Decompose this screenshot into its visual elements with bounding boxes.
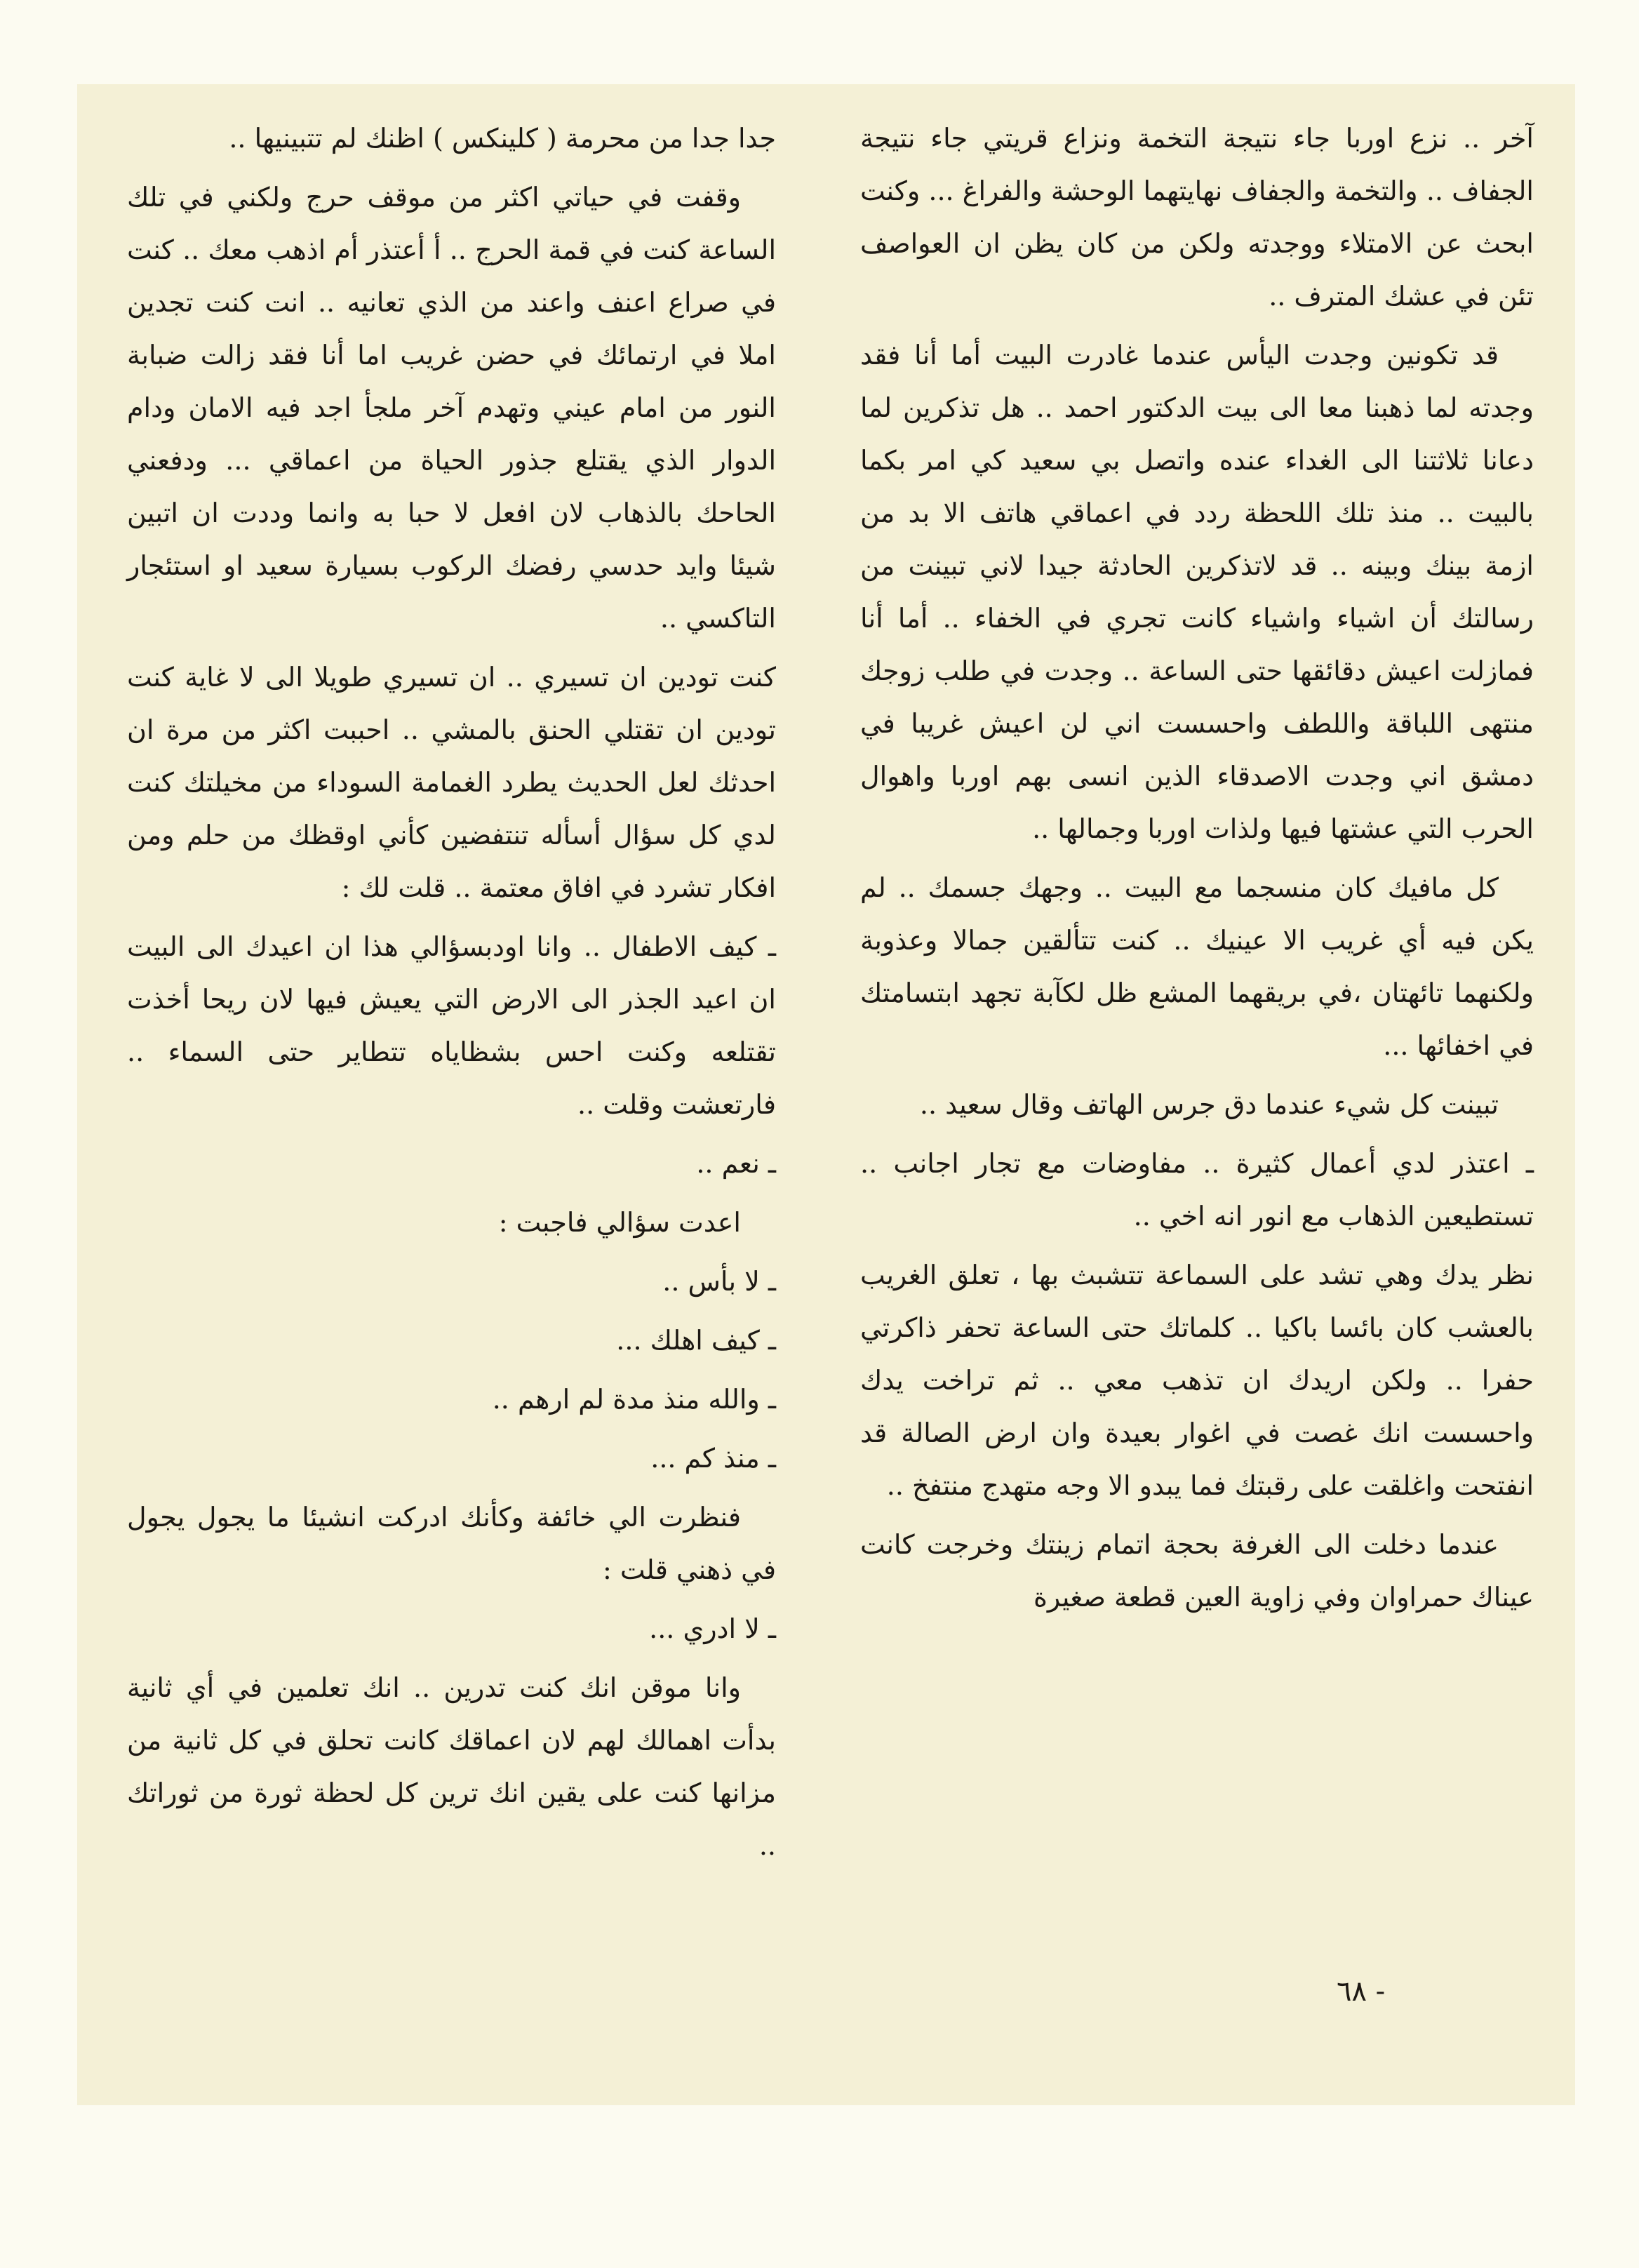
dialogue-line: ـ نعم .. (696, 1148, 776, 1179)
dialogue-line: ـ اعتذر لدي أعمال كثيرة .. مفاوضات مع تجار اجانب .. تستطيعين الذهاب مع انور انه اخي .. (860, 1148, 1534, 1232)
paragraph: فنظرت الي خائفة وكأنك ادركت انشيئا ما يجول يجول في ذهني قلت : (127, 1502, 776, 1585)
paragraph: كل مافيك كان منسجما مع البيت .. وجهك جسمك .. لم يكن فيه أي غريب الا عينيك .. كنت تتألقين جمالا وعذوبة ولكنهما تائهتان ،في بريقهما المشع ظل لكآبة تجهد ابتسامتك في اخفائها ... (860, 872, 1534, 1061)
dialogue-line: ـ كيف اهلك ... (616, 1325, 776, 1356)
paragraph: وقفت في حياتي اكثر من موقف حرج ولكني في تلك الساعة كنت في قمة الحرج .. أ أعتذر أم اذهب معك .. كنت في صراع اعنف واعند من الذي تعانيه .. انت كنت تجدين املا في ارتمائك في حضن غريب اما أنا فقد زالت ضبابة النور من امام عيني وتهدم آخر ملجأ اجد فيه الامان ودام الدوار الذي يقتلع جذور الحياة من اعماقي ... ودفعني الحاحك بالذهاب لان افعل لا حبا به وانما وددت ان اتبين شيئا وايد حدسي رفضك الركوب بسيارة سعيد او استئجار التاكسي .. (127, 182, 776, 634)
paragraph: جدا جدا من محرمة ( كلينكس ) اظنك لم تتبينيها .. (229, 123, 776, 154)
left-column (127, 112, 776, 1879)
dialogue-line: ـ والله منذ مدة لم ارهم .. (492, 1384, 776, 1415)
dialogue-line: ـ لا ادري ... (649, 1613, 776, 1644)
paragraph: وانا موقن انك كنت تدرين .. انك تعلمين في أي ثانية بدأت اهمالك لهم لان اعماقك كانت تحلق في كل ثانية من مزانها كنت على يقين انك ترين كل لحظة ثورة من ثوراتك .. (127, 1672, 776, 1861)
paragraph: تبينت كل شيء عندما دق جرس الهاتف وقال سعيد .. (919, 1089, 1499, 1120)
dialogue-line: ـ كيف الاطفال .. وانا اودبسؤالي هذا ان اعيدك الى البيت ان اعيد الجذر الى الارض التي يعيش فيها لان ريحا أخذت تقتلعه وكنت احس بشظاياه تتطاير حتى السماء .. فارتعشت وقلت .. (127, 931, 776, 1120)
paragraph: عندما دخلت الى الغرفة بحجة اتمام زينتك وخرجت كانت عيناك حمراوان وفي زاوية العين قطعة صغيرة (860, 1529, 1534, 1613)
paragraph: قد تكونين وجدت اليأس عندما غادرت البيت أما أنا فقد وجدته لما ذهبنا معا الى بيت الدكتور احمد .. هل تذكرين لما دعانا ثلاثتنا الى الغداء عنده واتصل بي سعيد كي امر بكما بالبيت .. منذ تلك اللحظة ردد في اعماقي هاتف الا بد من ازمة بينك وبينه .. قد لاتذكرين الحادثة جيدا لاني تبينت من رسالتك أن اشياء واشياء كانت تجري في الخفاء .. أما أنا فمازلت اعيش دقائقها حتى الساعة .. وجدت في طلب زوجك منتهى اللباقة واللطف واحسست اني لن اعيش غريبا في دمشق اني وجدت الاصدقاء الذين انسى بهم اوربا واهوال الحرب التي عشتها فيها ولذات اوربا وجمالها .. (860, 340, 1534, 844)
page-number: - ٦٨ (1337, 1975, 1386, 2008)
dialogue-line: ـ لا بأس .. (662, 1266, 776, 1297)
dialogue-line: ـ منذ كم ... (650, 1443, 776, 1474)
paragraph: اعدت سؤالي فاجبت : (498, 1207, 741, 1238)
paragraph: آخر .. نزع اوربا جاء نتيجة التخمة ونزاع قريتي جاء نتيجة الجفاف .. والتخمة والجفاف نهايتهما الوحشة والفراغ ... وكنت ابحث عن الامتلاء ووجدته ولكن من كان يظن ان العواصف تئن في عشك المترف .. (860, 123, 1534, 312)
paragraph: نظر يدك وهي تشد على السماعة تتشبث بها ، تعلق الغريب بالعشب كان بائسا باكيا .. كلماتك حتى الساعة تحفر ذاكرتي حفرا .. ولكن اريدك ان تذهب معي .. ثم تراخت يدك واحسست انك غصت في اغوار بعيدة وان ارض الصالة قد انفتحت واغلقت على رقبتك فما يبدو الا وجه متهدج منتفخ .. (860, 1260, 1534, 1501)
right-column (860, 112, 1534, 1630)
paragraph: كنت تودين ان تسيري .. ان تسيري طويلا الى لا غاية كنت تودين ان تقتلي الحنق بالمشي .. احببت اكثر من مرة ان احدثك لعل الحديث يطرد الغمامة السوداء من مخيلتك كنت لدي كل سؤال أسأله تنتفضين كأني اوقظك من حلم ومن افكار تشرد في افاق معتمة .. قلت لك : (127, 662, 776, 903)
